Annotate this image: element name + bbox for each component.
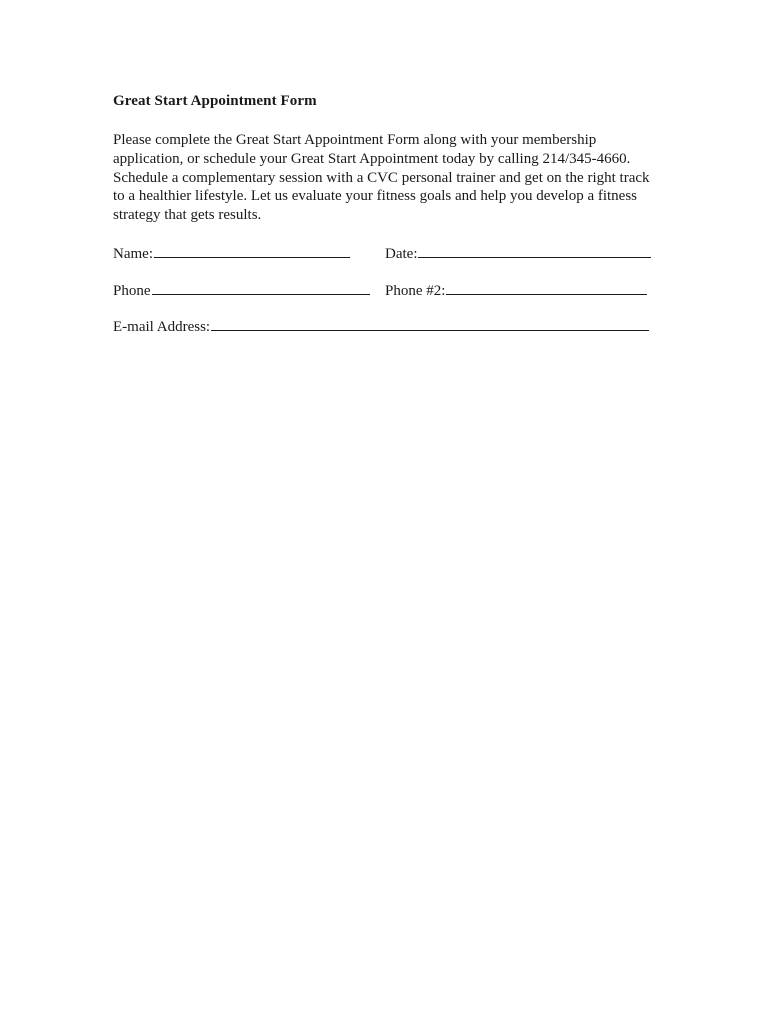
intro-line: Please complete the Great Start Appointment Form along with your membership — [113, 132, 597, 148]
phone-field — [113, 282, 370, 300]
intro-line: Schedule a complementary session with a CVC personal trainer and get on the right track — [113, 169, 650, 186]
intro-line: application, or schedule your Great Start Appointment today by calling 214/345-4660. — [113, 150, 631, 167]
name-input-line[interactable] — [154, 245, 350, 258]
intro-paragraph — [113, 131, 673, 225]
name-label: Name: — [113, 246, 153, 262]
date-label: Date: — [385, 246, 418, 262]
email-field — [113, 318, 649, 336]
phone2-field — [385, 282, 647, 300]
email-input-line[interactable] — [211, 318, 649, 331]
phone-input-line[interactable] — [152, 282, 370, 295]
phone-label: Phone — [113, 283, 151, 299]
intro-line: to a healthier lifestyle. Let us evaluate your fitness goals and help you develop a fitness — [113, 188, 638, 205]
phone2-label: Phone #2: — [385, 283, 446, 299]
phone2-input-line[interactable] — [446, 282, 647, 295]
intro-line: strategy that gets results. — [113, 207, 262, 224]
email-label: E-mail Address: — [113, 319, 211, 335]
date-field — [385, 245, 651, 263]
form-title: Great Start Appointment Form — [113, 93, 317, 109]
date-input-line[interactable] — [418, 245, 651, 258]
name-field — [113, 245, 350, 263]
